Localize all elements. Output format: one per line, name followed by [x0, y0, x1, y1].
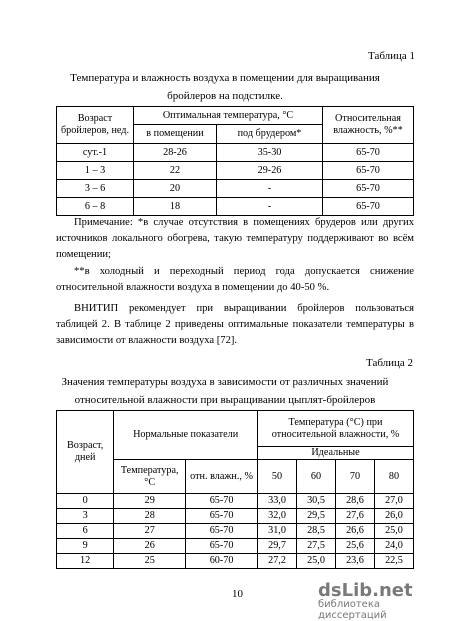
- t1-cell-room: 28-26: [134, 144, 217, 162]
- table1-caption-line1: Температура и влажность воздуха в помещении для выращивания: [70, 72, 380, 84]
- t1-header-opt-temp: Оптимальная температура, °С: [134, 107, 323, 125]
- t1-cell-brooder: 29-26: [217, 162, 323, 180]
- table1-caption-line2: бройлеров на подстилке.: [167, 90, 283, 102]
- t2-cell-v50: 33,0: [258, 494, 297, 509]
- t1-header-under-brooder: под брудером*: [217, 125, 323, 144]
- t1-cell-brooder: 35-30: [217, 144, 323, 162]
- t1-cell-brooder: -: [217, 180, 323, 198]
- t1-cell-age: 1 – 3: [57, 162, 134, 180]
- t2-cell-v70: 28,6: [335, 494, 374, 509]
- table-row: [57, 198, 414, 216]
- t2-cell-temp: 27: [114, 524, 186, 539]
- t1-cell-room: 18: [134, 198, 217, 216]
- t1-cell-brooder: -: [217, 198, 323, 216]
- table-row: [57, 162, 414, 180]
- t2-header-temp-at-humidity: Температура (°С) при относительной влажности, %: [258, 411, 414, 447]
- t1-cell-room: 22: [134, 162, 217, 180]
- t1-cell-room: 20: [134, 180, 217, 198]
- t2-header-h80: 80: [374, 460, 413, 494]
- table-row: [57, 509, 414, 524]
- t2-cell-hum: 60-70: [186, 554, 258, 569]
- t2-header-ideal: Идеальные: [258, 447, 414, 460]
- t2-cell-v50: 31,0: [258, 524, 297, 539]
- t2-header-h70: 70: [335, 460, 374, 494]
- t2-cell-temp: 29: [114, 494, 186, 509]
- t1-header-in-room: в помещении: [134, 125, 217, 144]
- table-row: [57, 494, 414, 509]
- t1-cell-age: 3 – 6: [57, 180, 134, 198]
- t2-cell-temp: 26: [114, 539, 186, 554]
- t2-cell-hum: 65-70: [186, 539, 258, 554]
- t2-cell-hum: 65-70: [186, 524, 258, 539]
- table-row: [57, 180, 414, 198]
- t2-cell-v80: 22,5: [374, 554, 413, 569]
- table-row: [57, 144, 414, 162]
- table2-label: Таблица 2: [366, 357, 414, 369]
- t1-cell-humidity: 65-70: [323, 198, 414, 216]
- t2-header-rel-hum: отн. влажн., %: [186, 460, 258, 494]
- note-1: Примечание: *в случае отсутствия в помещениях брудеров или других источников локального обогрева, такую температуру поддерживают во всём помещении;: [56, 217, 414, 260]
- table1-label: Таблица 1: [368, 50, 416, 62]
- table2-caption-line2: относительной влажности при выращивании цыплят-бройлеров: [74, 394, 376, 406]
- table-row: [57, 539, 414, 554]
- t2-cell-v70: 26,6: [335, 524, 374, 539]
- t1-header-age: Возраст бройлеров, нед.: [57, 107, 134, 144]
- t2-header-age: Возраст, дней: [57, 411, 114, 494]
- t2-cell-v80: 25,0: [374, 524, 413, 539]
- note-2: **в холодный и переходный период года допускается снижение относительной влажности воздуха в помещении до 40-50 %.: [56, 266, 414, 293]
- t2-cell-v50: 32,0: [258, 509, 297, 524]
- t2-cell-age: 12: [57, 554, 114, 569]
- t1-cell-humidity: 65-70: [323, 144, 414, 162]
- t2-cell-v60: 28,5: [297, 524, 336, 539]
- t2-cell-v70: 25,6: [335, 539, 374, 554]
- t2-cell-hum: 65-70: [186, 509, 258, 524]
- t2-cell-hum: 65-70: [186, 494, 258, 509]
- t2-cell-age: 9: [57, 539, 114, 554]
- t2-cell-v60: 29,5: [297, 509, 336, 524]
- t2-cell-v60: 25,0: [297, 554, 336, 569]
- table1: [56, 106, 414, 216]
- watermark-title: dsLib.net: [318, 580, 413, 601]
- table2-caption-line1: Значения температуры воздуха в зависимости от различных значений: [61, 376, 389, 388]
- page-number: 10: [232, 588, 243, 600]
- t2-cell-temp: 28: [114, 509, 186, 524]
- t2-cell-temp: 25: [114, 554, 186, 569]
- t1-cell-age: сут.-1: [57, 144, 134, 162]
- t2-cell-v70: 23,6: [335, 554, 374, 569]
- t2-header-h50: 50: [258, 460, 297, 494]
- t2-cell-age: 0: [57, 494, 114, 509]
- watermark-subtitle: библиотека диссертаций: [318, 599, 387, 621]
- t2-header-h60: 60: [297, 460, 336, 494]
- t2-cell-v80: 27,0: [374, 494, 413, 509]
- t1-cell-humidity: 65-70: [323, 180, 414, 198]
- t2-cell-v70: 27,6: [335, 509, 374, 524]
- t1-cell-age: 6 – 8: [57, 198, 134, 216]
- vnitip-paragraph: ВНИТИП рекомендует при выращивании бройлеров пользоваться таблицей 2. В таблице 2 приведены оптимальные показатели температуры в зависимости от влажности воздуха [72].: [56, 303, 414, 346]
- t2-cell-v80: 26,0: [374, 509, 413, 524]
- t2-cell-v50: 27,2: [258, 554, 297, 569]
- t2-cell-v50: 29,7: [258, 539, 297, 554]
- t2-cell-v60: 27,5: [297, 539, 336, 554]
- t2-cell-v80: 24,0: [374, 539, 413, 554]
- t2-header-normal: Нормальные показатели: [114, 411, 258, 460]
- t1-cell-humidity: 65-70: [323, 162, 414, 180]
- table-row: [57, 524, 414, 539]
- t2-cell-v60: 30,5: [297, 494, 336, 509]
- table2: [56, 410, 414, 569]
- t1-header-humidity: Относительная влажность, %**: [323, 107, 414, 144]
- t2-header-temp: Температура, °С: [114, 460, 186, 494]
- table-row: [57, 554, 414, 569]
- t2-cell-age: 6: [57, 524, 114, 539]
- watermark: [318, 580, 450, 621]
- t2-cell-age: 3: [57, 509, 114, 524]
